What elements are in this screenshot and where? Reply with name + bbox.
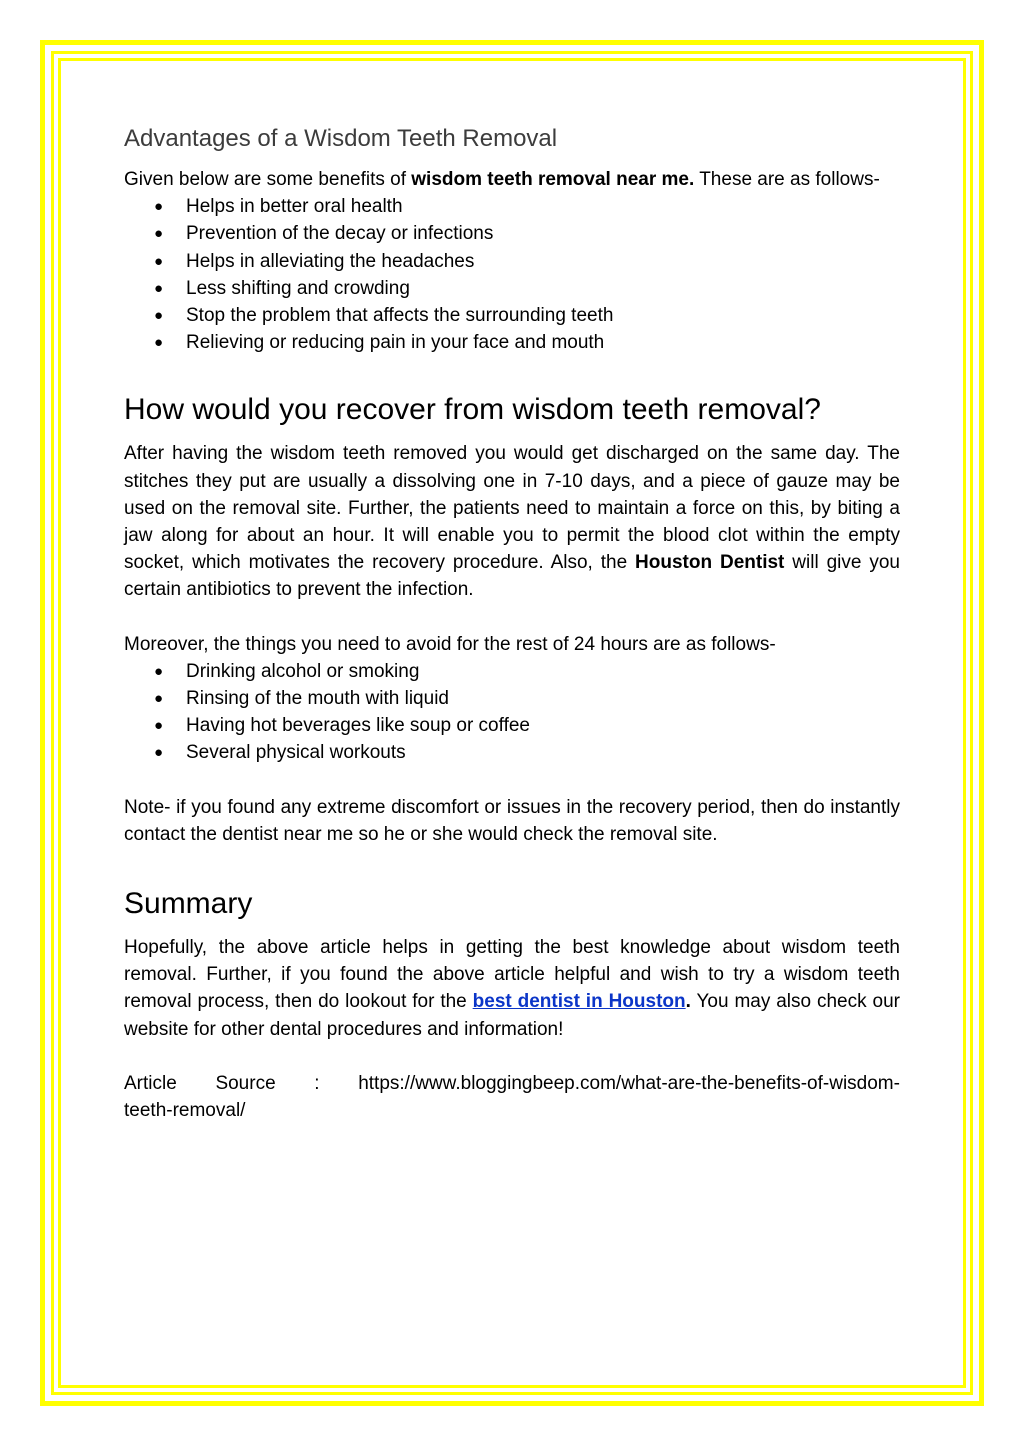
recovery-heading: How would you recover from wisdom teeth removal? (124, 393, 821, 427)
source-label-article: Article (124, 1072, 177, 1094)
bullet-icon: ● (154, 744, 164, 762)
houston-dentist-keyword: Houston Dentist (635, 552, 785, 574)
avoid-list (124, 658, 900, 767)
list-item: ● Several physical workouts (124, 739, 900, 766)
bullet-icon: ● (154, 252, 164, 270)
bullet-icon: ● (154, 307, 164, 325)
source-url-part1: https://www.bloggingbeep.com/what-are-the-benefits-of-wisdom- (358, 1072, 900, 1094)
bullet-icon: ● (154, 717, 164, 735)
avoid-intro: Moreover, the things you need to avoid for the rest of 24 hours are as follows- (124, 633, 776, 655)
list-item: ● Having hot beverages like soup or coffee (124, 712, 900, 739)
recovery-paragraph: After having the wisdom teeth removed you would get discharged on the same day. The stitches they put are usually a dissolving one in 7-10 days, and a piece of gauze may be used on the removal site. Further, the patients need to maintain a force on this, by biting a jaw along for about an hour. It will enable you to permit the blood clot within the empty socket, which motivates the recovery procedure. Also, the Houston Dentist will give you certain antibiotics to prevent the infection. (124, 443, 900, 601)
summary-heading: Summary (124, 887, 253, 921)
bullet-icon: ● (154, 690, 164, 708)
list-item: ● Helps in better oral health (124, 193, 900, 220)
source-colon: : (314, 1072, 320, 1094)
list-item: ● Prevention of the decay or infections (124, 220, 900, 247)
list-item: ● Less shifting and crowding (124, 275, 900, 302)
article-source (124, 1070, 900, 1124)
list-item: ● Relieving or reducing pain in your face and mouth (124, 329, 900, 356)
article-source-line (124, 1070, 900, 1097)
source-label-source: Source (215, 1072, 276, 1094)
bullet-icon: ● (154, 662, 164, 680)
source-url-part2: teeth-removal/ (124, 1100, 246, 1122)
list-item: ● Rinsing of the mouth with liquid (124, 685, 900, 712)
bullet-icon: ● (154, 279, 164, 297)
list-item: ● Helps in alleviating the headaches (124, 248, 900, 275)
best-dentist-link[interactable]: best dentist in Houston (472, 991, 686, 1013)
bullet-icon: ● (154, 334, 164, 352)
list-item: ● Drinking alcohol or smoking (124, 658, 900, 685)
advantages-heading: Advantages of a Wisdom Teeth Removal (124, 125, 558, 152)
advantages-list (124, 193, 900, 356)
intro-keyword: wisdom teeth removal near me. (411, 169, 695, 190)
summary-paragraph: Hopefully, the above article helps in getting the best knowledge about wisdom teeth removal. Further, if you found the above article helpful and wish to try a wisdom teeth removal process, then do lookout for the best dentist in Houston. You may also check our website for other dental procedures and information! (124, 937, 900, 1040)
bullet-icon: ● (154, 225, 164, 243)
document-content (124, 118, 900, 1124)
note-paragraph: Note- if you found any extreme discomfort or issues in the recovery period, then do instantly contact the dentist near me so he or she would check the removal site. (124, 796, 900, 845)
bullet-icon: ● (154, 198, 164, 216)
list-item: ● Stop the problem that affects the surrounding teeth (124, 302, 900, 329)
advantages-intro: Given below are some benefits of wisdom teeth removal near me. These are as follows- (124, 169, 880, 190)
